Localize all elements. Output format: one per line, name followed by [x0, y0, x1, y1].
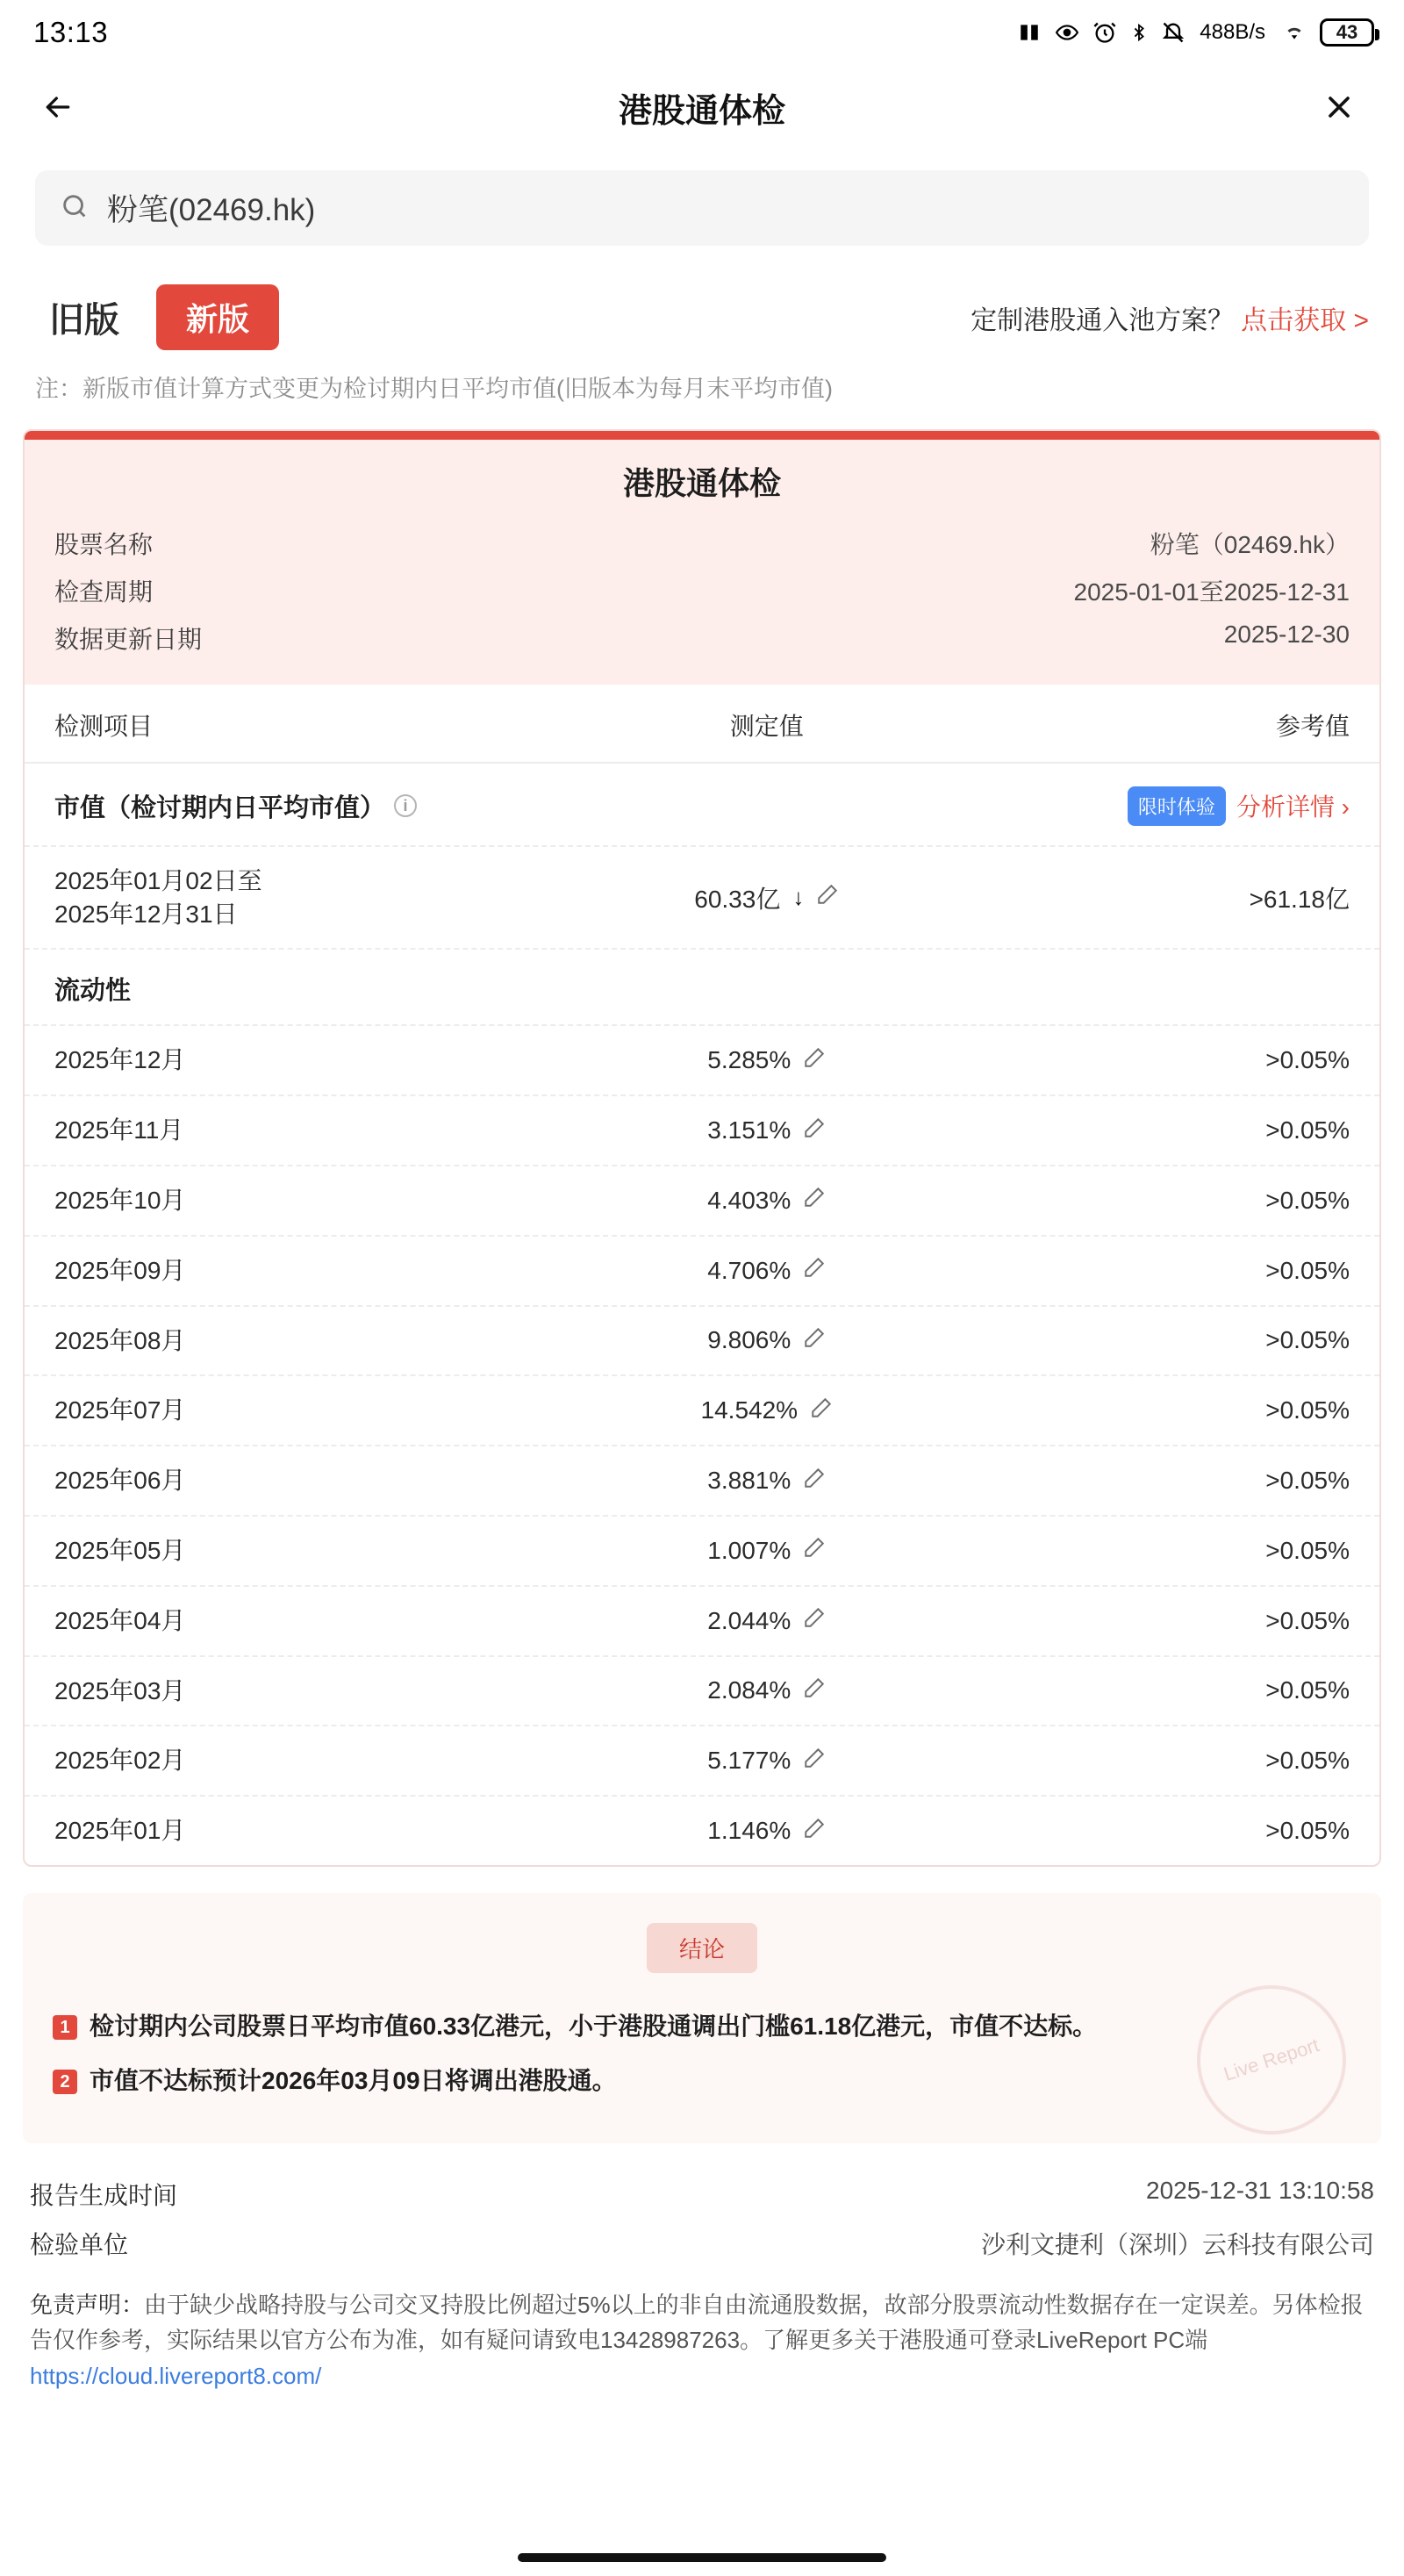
meta-row	[25, 567, 1379, 614]
row-value: 3.881%	[707, 1467, 792, 1495]
tab-new-version[interactable]: 新版	[156, 284, 279, 350]
promo-banner[interactable]	[971, 298, 1369, 337]
version-note: 注：新版市值计算方式变更为检讨期内日平均市值(旧版本为每月末平均市值)	[35, 376, 833, 402]
pen-icon[interactable]	[803, 1817, 826, 1846]
pen-icon[interactable]	[810, 1396, 833, 1425]
table-row	[25, 1446, 1379, 1517]
bluetooth-icon	[1129, 20, 1149, 45]
table-header	[25, 685, 1379, 764]
row-measured	[572, 1817, 961, 1846]
conclusion-badge: 结论	[647, 1923, 757, 1973]
row-month: 2025年06月	[54, 1467, 186, 1495]
report-card	[23, 429, 1381, 1867]
row-measured	[572, 1326, 961, 1355]
footer-label: 报告生成时间	[30, 2182, 178, 2210]
row-value: 2.044%	[707, 1606, 792, 1634]
marketcap-section-header	[25, 764, 1379, 847]
row-measured	[572, 1256, 961, 1285]
pen-icon[interactable]	[803, 1606, 826, 1635]
meta-label: 检查周期	[54, 578, 154, 606]
row-measured	[572, 1046, 961, 1075]
status-icons	[1017, 18, 1374, 47]
row-value: 1.007%	[707, 1536, 792, 1564]
table-row	[25, 1237, 1379, 1307]
marketcap-label: 市值（检讨期内日平均市值）	[54, 793, 386, 822]
liquidity-section-header: 流动性	[25, 950, 1379, 1026]
table-row	[25, 1096, 1379, 1166]
pen-icon[interactable]	[803, 1467, 826, 1496]
footer-value: 2025-12-31 13:10:58	[1146, 2177, 1374, 2205]
meta-label: 股票名称	[54, 530, 154, 558]
search-section	[0, 149, 1404, 246]
card-accent-bar	[25, 431, 1379, 440]
eye-icon	[1054, 21, 1080, 44]
back-button[interactable]	[33, 83, 82, 132]
marketcap-period-line2: 2025年12月31日	[54, 900, 238, 928]
row-measured	[572, 1606, 961, 1635]
row-month: 2025年12月	[54, 1046, 186, 1074]
network-speed: 488B/s	[1200, 20, 1265, 44]
conclusion-text: 市值不达标预计2026年03月09日将调出港股通。	[90, 2067, 617, 2095]
meta-row	[25, 614, 1379, 662]
conclusion-item	[23, 2054, 1381, 2108]
conclusion-number: 1	[53, 2015, 77, 2040]
meta-value: 2025-01-01至2025-12-31	[1073, 578, 1350, 606]
table-row	[25, 1376, 1379, 1446]
pen-icon[interactable]	[803, 1676, 826, 1705]
row-month: 2025年02月	[54, 1747, 186, 1775]
row-reference: >0.05%	[1265, 1046, 1350, 1074]
row-month: 2025年05月	[54, 1536, 186, 1564]
row-reference: >0.05%	[1265, 1606, 1350, 1634]
table-row	[25, 1797, 1379, 1865]
analysis-detail-link[interactable]: 分析详情 ›	[1236, 793, 1350, 822]
marketcap-value: 60.33亿	[694, 885, 781, 913]
table-row	[25, 1657, 1379, 1727]
row-reference: >0.05%	[1265, 1817, 1350, 1845]
footer-label: 检验单位	[30, 2231, 129, 2259]
row-reference: >0.05%	[1265, 1467, 1350, 1495]
alarm-icon	[1092, 20, 1117, 45]
row-value: 5.285%	[707, 1046, 792, 1074]
row-month: 2025年09月	[54, 1256, 186, 1284]
row-month: 2025年11月	[54, 1116, 184, 1144]
tab-old-version[interactable]: 旧版	[49, 301, 119, 340]
table-row	[25, 1587, 1379, 1657]
promo-text: 定制港股通入池方案？	[971, 305, 1235, 335]
row-value: 3.151%	[707, 1116, 792, 1144]
row-value: 4.706%	[707, 1256, 792, 1284]
pen-icon[interactable]	[803, 1046, 826, 1075]
meta-label: 数据更新日期	[54, 625, 203, 653]
row-value: 4.403%	[707, 1186, 792, 1214]
row-value: 14.542%	[700, 1396, 799, 1424]
row-month: 2025年08月	[54, 1326, 186, 1354]
pen-icon[interactable]	[816, 883, 839, 912]
table-row	[25, 1026, 1379, 1096]
row-measured	[572, 1536, 961, 1565]
column-header-reference: 参考值	[1275, 712, 1350, 740]
footer-row	[30, 2219, 1374, 2268]
pen-icon[interactable]	[803, 1186, 826, 1215]
marketcap-reference: >61.18亿	[1249, 885, 1350, 913]
row-month: 2025年01月	[54, 1817, 186, 1845]
page-title: 港股通体检	[618, 92, 785, 130]
nav-bar	[0, 65, 1404, 149]
report-header	[25, 440, 1379, 685]
version-tabs	[35, 284, 279, 350]
row-value: 2.084%	[707, 1676, 792, 1704]
status-clock: 13:13	[33, 16, 109, 48]
conclusion-number: 2	[53, 2070, 77, 2094]
row-value: 1.146%	[707, 1817, 792, 1845]
footer-row	[30, 2170, 1374, 2219]
row-measured	[572, 1467, 961, 1496]
marketcap-measured	[572, 880, 961, 915]
book-icon	[1017, 21, 1042, 44]
row-measured	[572, 1186, 961, 1215]
row-measured	[572, 1747, 961, 1776]
mute-bell-icon	[1161, 20, 1186, 45]
promo-link[interactable]: 点击获取 >	[1241, 305, 1369, 335]
footer-value: 沙利文捷利（深圳）云科技有限公司	[980, 2231, 1374, 2259]
pen-icon[interactable]	[803, 1536, 826, 1565]
meta-value: 粉笔（02469.hk）	[1150, 530, 1350, 558]
table-row	[25, 1166, 1379, 1237]
row-value: 5.177%	[707, 1747, 792, 1775]
conclusion-item	[23, 1999, 1381, 2054]
wifi-icon	[1281, 21, 1307, 44]
row-month: 2025年07月	[54, 1396, 186, 1424]
column-header-measured: 测定值	[729, 712, 804, 740]
search-icon	[60, 191, 90, 226]
meta-value: 2025-12-30	[1223, 620, 1350, 648]
row-month: 2025年03月	[54, 1676, 186, 1704]
analysis-entry[interactable]	[1128, 786, 1350, 826]
row-reference: >0.05%	[1265, 1536, 1350, 1564]
disclaimer-link[interactable]: https://cloud.livereport8.com/	[30, 2362, 322, 2389]
pen-icon[interactable]	[803, 1116, 826, 1145]
trial-badge: 限时体验	[1128, 786, 1226, 826]
row-reference: >0.05%	[1265, 1256, 1350, 1284]
marketcap-label-wrap	[54, 788, 417, 824]
column-header-item: 检测项目	[54, 712, 154, 740]
row-reference: >0.05%	[1265, 1116, 1350, 1144]
disclaimer-text: 由于缺少战略持股与公司交叉持股比例超过5%以上的非自由流通股数据，故部分股票流动性数据存在一定误差。另体检报告仅作参考，实际结果以官方公布为准，如有疑问请致电13428987263。了解更多关于港股通可登录LiveReport PC端	[30, 2292, 1364, 2354]
row-measured	[572, 1396, 961, 1425]
row-month: 2025年04月	[54, 1606, 186, 1634]
version-selector	[0, 246, 1404, 350]
table-row	[25, 1517, 1379, 1587]
close-button[interactable]	[1314, 83, 1364, 132]
table-row	[25, 1726, 1379, 1797]
conclusion-section	[23, 1893, 1381, 2143]
marketcap-period	[54, 865, 572, 931]
pen-icon[interactable]	[803, 1326, 826, 1355]
status-bar	[0, 0, 1404, 65]
home-indicator[interactable]	[518, 2553, 886, 2562]
row-reference: >0.05%	[1265, 1396, 1350, 1424]
row-reference: >0.05%	[1265, 1747, 1350, 1775]
table-row	[25, 1307, 1379, 1377]
pen-icon[interactable]	[803, 1256, 826, 1285]
row-reference: >0.05%	[1265, 1676, 1350, 1704]
search-input[interactable]	[35, 170, 1369, 246]
marketcap-period-line1: 2025年01月02日至	[54, 866, 262, 894]
row-reference: >0.05%	[1265, 1186, 1350, 1214]
row-measured	[572, 1676, 961, 1705]
info-icon[interactable]: i	[394, 794, 417, 817]
pen-icon[interactable]	[803, 1747, 826, 1776]
row-value: 9.806%	[707, 1326, 792, 1354]
row-month: 2025年10月	[54, 1186, 186, 1214]
watermark-stamp: Live Report	[1178, 1966, 1365, 2143]
footer	[0, 2143, 1404, 2411]
marketcap-row	[25, 847, 1379, 951]
arrow-down-icon: ↓	[792, 884, 805, 911]
search-value: 粉笔(02469.hk)	[107, 193, 316, 227]
row-measured	[572, 1116, 961, 1145]
report-title: 港股通体检	[622, 464, 781, 501]
conclusion-text: 检讨期内公司股票日平均市值60.33亿港元，小于港股通调出门槛61.18亿港元，市值不达标。	[90, 2013, 1098, 2041]
disclaimer-label: 免责声明：	[30, 2292, 145, 2319]
row-reference: >0.05%	[1265, 1326, 1350, 1354]
meta-row	[25, 520, 1379, 567]
battery-indicator: 43	[1320, 18, 1374, 47]
disclaimer	[30, 2268, 1374, 2393]
